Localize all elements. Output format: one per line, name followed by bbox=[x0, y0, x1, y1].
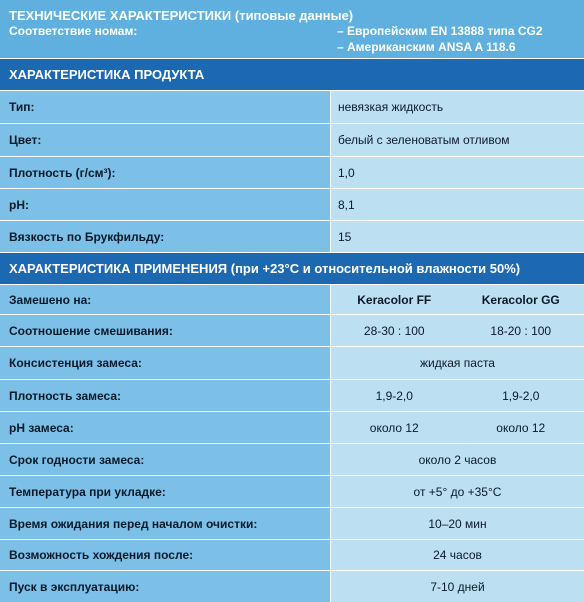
table-row bbox=[0, 507, 584, 539]
table-row bbox=[0, 475, 584, 507]
product-name: Keracolor GG bbox=[481, 292, 560, 307]
spec-title: ТЕХНИЧЕСКИЕ ХАРАКТЕРИСТИКИ (типовые данные) bbox=[9, 8, 354, 23]
value-ff: 1,9-2,0 bbox=[375, 388, 413, 403]
table-row bbox=[0, 188, 584, 220]
row-label: Возможность хождения после: bbox=[0, 540, 330, 570]
row-value: 8,1 bbox=[330, 189, 584, 220]
row-label: рН замеса: bbox=[0, 412, 330, 443]
table-row bbox=[0, 156, 584, 188]
table-row bbox=[0, 443, 584, 475]
value-ff: около 12 bbox=[369, 420, 419, 435]
table-row bbox=[0, 379, 584, 411]
row-value: 10–20 мин bbox=[330, 508, 584, 539]
value-gg: 1,9-2,0 bbox=[502, 388, 540, 403]
spec-header bbox=[0, 0, 584, 58]
application-section-heading: ХАРАКТЕРИСТИКА ПРИМЕНЕНИЯ (при +23°С и относительной влажности 50%) bbox=[0, 252, 584, 284]
row-value: невязкая жидкость bbox=[330, 91, 584, 123]
row-label: Время ожидания перед началом очистки: bbox=[0, 508, 330, 539]
row-value: от +5° до +35°С bbox=[330, 476, 584, 507]
table-row bbox=[0, 411, 584, 443]
row-value bbox=[330, 315, 584, 346]
table-row bbox=[0, 314, 584, 346]
compliance-label: Соответствие номам: bbox=[9, 24, 138, 38]
value-gg: около 12 bbox=[496, 420, 546, 435]
table-row bbox=[0, 570, 584, 602]
row-label: Температура при укладке: bbox=[0, 476, 330, 507]
row-label: Плотность (г/см³): bbox=[0, 157, 330, 188]
row-value: 1,0 bbox=[330, 157, 584, 188]
row-value: 15 bbox=[330, 221, 584, 252]
row-label: Тип: bbox=[0, 91, 330, 123]
product-section-heading: ХАРАКТЕРИСТИКА ПРОДУКТА bbox=[0, 58, 584, 90]
row-label: Плотность замеса: bbox=[0, 380, 330, 411]
row-value: 24 часов bbox=[330, 540, 584, 570]
product-name: Keracolor FF bbox=[357, 292, 432, 307]
row-label: Замешено на: bbox=[0, 285, 330, 314]
norm-american: – Американским ANSA A 118.6 bbox=[337, 40, 516, 54]
row-value: около 2 часов bbox=[330, 444, 584, 475]
row-label: Вязкость по Брукфильду: bbox=[0, 221, 330, 252]
value-gg: 18-20 : 100 bbox=[490, 323, 552, 338]
row-value bbox=[330, 412, 584, 443]
table-row bbox=[0, 90, 584, 123]
table-row bbox=[0, 346, 584, 379]
row-value: 7-10 дней bbox=[330, 571, 584, 602]
value-ff: 28-30 : 100 bbox=[363, 323, 425, 338]
row-label: pH: bbox=[0, 189, 330, 220]
row-value: жидкая паста bbox=[330, 347, 584, 379]
table-row bbox=[0, 123, 584, 156]
table-row bbox=[0, 220, 584, 252]
row-label: Срок годности замеса: bbox=[0, 444, 330, 475]
row-value bbox=[330, 380, 584, 411]
row-label: Соотношение смешивания: bbox=[0, 315, 330, 346]
row-label: Пуск в эксплуатацию: bbox=[0, 571, 330, 602]
row-label: Цвет: bbox=[0, 124, 330, 156]
row-value: белый с зеленоватым отливом bbox=[330, 124, 584, 156]
table-row bbox=[0, 539, 584, 570]
row-label: Консистенция замеса: bbox=[0, 347, 330, 379]
row-value bbox=[330, 285, 584, 314]
table-row bbox=[0, 284, 584, 314]
norm-european: – Европейским EN 13888 типа CG2 bbox=[337, 24, 543, 38]
